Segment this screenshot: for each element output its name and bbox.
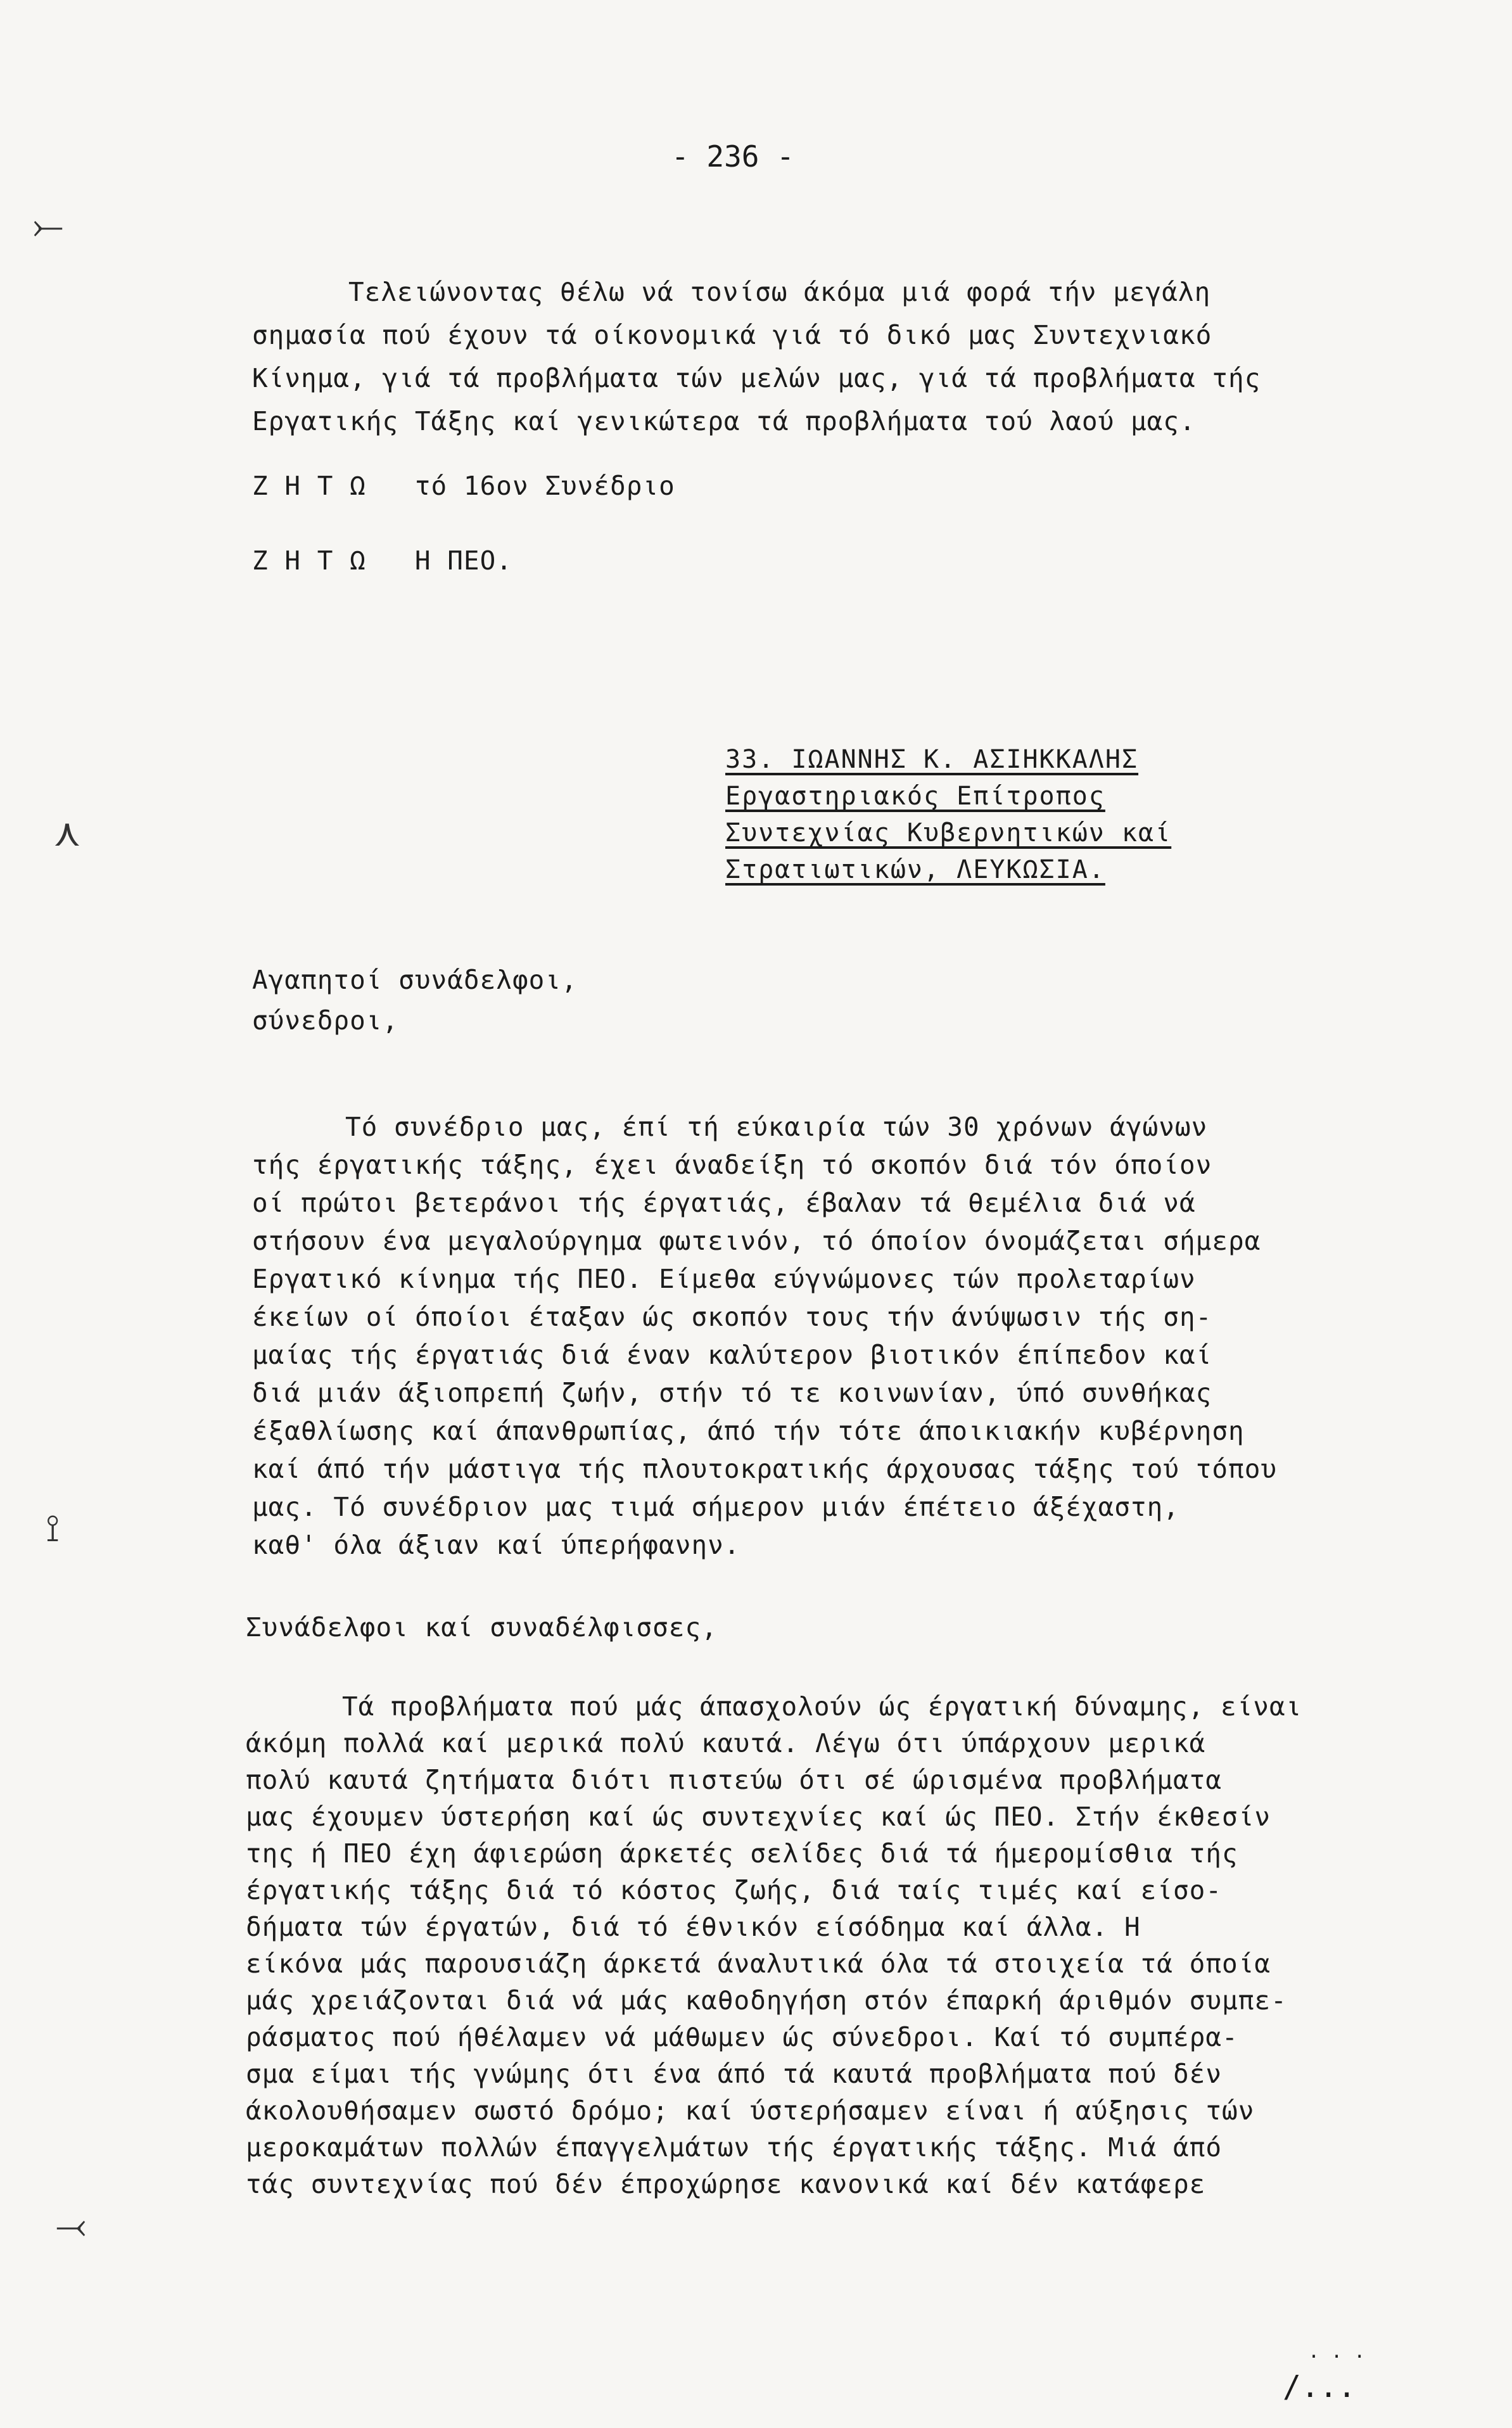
text-line: καθ' όλα άξιαν καί ύπερήφανην. xyxy=(252,1530,740,1560)
text-line: έργατικής τάξης διά τό κόστος ζωής, διά ταίς τιμές καί είσο- xyxy=(246,1875,1223,1905)
text-line: ράσματος πού ήθέλαμεν νά μάθωμεν ώς σύνεδροι. Καί τό συμπέρα- xyxy=(246,2022,1238,2052)
text-line: τής έργατικής τάξης, έχει άναδείξη τό σκοπόν διά τόν όποίον xyxy=(252,1150,1212,1180)
text-line: διά μιάν άξιοπρεπή ζωήν, στήν τό τε κοινωνίαν, ύπό συνθήκας xyxy=(252,1378,1212,1408)
text-line: μας. Τό συνέδριον μας τιμά σήμερον μιάν έπέτειο άξέχαστη, xyxy=(252,1492,1179,1522)
punch-hole-mark: ⤙ xyxy=(56,2203,86,2247)
text-line: στήσουν ένα μεγαλούργημα φωτεινόν, τό όποίον όνομάζεται σήμερα xyxy=(252,1226,1261,1256)
text-line: της ή ΠΕΟ έχη άφιερώση άρκετές σελίδες διά τά ήμερομίσθια τής xyxy=(246,1838,1238,1869)
text-line: Κίνημα, γιά τά προβλήματα τών μελών μας, γιά τά προβλήματα τής xyxy=(252,363,1261,393)
speaker-name: 33. ΙΩΑΝΝΗΣ Κ. ΑΣΙΗΚΚΑΛΗΣ xyxy=(725,745,1139,774)
text-line: άκολουθήσαμεν σωστό δρόμο; καί ύστερήσαμεν είναι ή αύξησις τών xyxy=(246,2095,1255,2126)
speaker-heading xyxy=(725,741,1171,888)
text-line: μαίας τής έργατιάς διά έναν καλύτερον βιοτικόν έπίπεδον καί xyxy=(252,1340,1212,1370)
text-line: οί πρώτοι βετεράνοι τής έργατιάς, έβαλαν τά θεμέλια διά νά xyxy=(252,1188,1196,1218)
text-line: σμα είμαι τής γνώμης ότι ένα άπό τά καυτά προβλήματα πού δέν xyxy=(246,2059,1223,2089)
text-line: καί άπό τήν μάστιγα τής πλουτοκρατικής άρχουσας τάξης τού τόπου xyxy=(252,1454,1278,1484)
text-line: Εργατικό κίνημα τής ΠΕΟ. Είμεθα εύγνώμονες τών προλεταρίων xyxy=(252,1264,1196,1294)
text-line: Τό συνέδριο μας, έπί τή εύκαιρία τών 30 χρόνων άγώνων xyxy=(345,1112,1208,1142)
salutation-line: Συνάδελφοι καί συναδέλφισσες, xyxy=(246,1612,718,1643)
text-line: έκείων οί όποίοι έταξαν ώς σκοπόν τους τήν άνύψωσιν τής ση- xyxy=(252,1302,1212,1332)
page-number: - 236 - xyxy=(671,139,794,174)
salutation-line: Αγαπητοί συνάδελφοι, xyxy=(252,965,578,995)
text-line: Τά προβλήματα πού μάς άπασχολούν ώς έργατική δύναμης, είναι xyxy=(342,1691,1302,1722)
salutation-line: σύνεδροι, xyxy=(252,1005,399,1036)
punch-hole-mark: ⟟ xyxy=(46,1506,60,1551)
text-line: σημασία πού έχουν τά οίκονομικά γιά τό δικό μας Συντεχνιακό xyxy=(252,320,1212,350)
speaker-location: Στρατιωτικών, ΛΕΥΚΩΣΙΑ. xyxy=(725,855,1105,884)
text-line: Τελειώνοντας θέλω νά τονίσω άκόμα μιά φορά τήν μεγάλη xyxy=(348,277,1211,307)
text-line: τάς συντεχνίας πού δέν έπροχώρησε κανονικά καί δέν κατάφερε xyxy=(246,2169,1206,2199)
text-line: είκόνα μάς παρουσιάζη άρκετά άναλυτικά όλα τά στοιχεία τά όποία xyxy=(246,1948,1271,1979)
text-line: δήματα τών έργατών, διά τό έθνικόν είσόδημα καί άλλα. Η xyxy=(246,1912,1141,1942)
punch-hole-mark: ⤚ xyxy=(33,204,63,248)
slogan-line: Ζ Η Τ Ω τό 16ον Συνέδριο xyxy=(252,471,675,501)
continuation-dots: . . . xyxy=(1308,2341,1366,2363)
speaker-union: Συντεχνίας Κυβερνητικών καί xyxy=(725,818,1172,848)
slogan-line: Ζ Η Τ Ω Η ΠΕΟ. xyxy=(252,545,512,576)
text-line: μεροκαμάτων πολλών έπαγγελμάτων τής έργατικής τάξης. Μιά άπό xyxy=(246,2132,1223,2163)
text-line: μας έχουμεν ύστερήση καί ώς συντεχνίες καί ώς ΠΕΟ. Στήν έκθεσίν xyxy=(246,1802,1271,1832)
text-line: Εργατικής Τάξης καί γενικώτερα τά προβλήματα τού λαού μας. xyxy=(252,406,1196,436)
continuation-mark: /... xyxy=(1283,2369,1356,2405)
punch-hole-mark: ⋏ xyxy=(53,811,81,855)
speaker-title: Εργαστηριακός Επίτροπος xyxy=(725,782,1105,811)
text-line: έξαθλίωσης καί άπανθρωπίας, άπό τήν τότε άποικιακήν κυβέρνηση xyxy=(252,1416,1245,1446)
text-line: πολύ καυτά ζητήματα διότι πιστεύω ότι σέ ώρισμένα προβλήματα xyxy=(246,1765,1223,1795)
text-line: μάς χρειάζονται διά νά μάς καθοδηγήση στόν έπαρκή άριθμόν συμπε- xyxy=(246,1985,1287,2016)
text-line: άκόμη πολλά καί μερικά πολύ καυτά. Λέγω ότι ύπάρχουν μερικά xyxy=(246,1728,1206,1758)
